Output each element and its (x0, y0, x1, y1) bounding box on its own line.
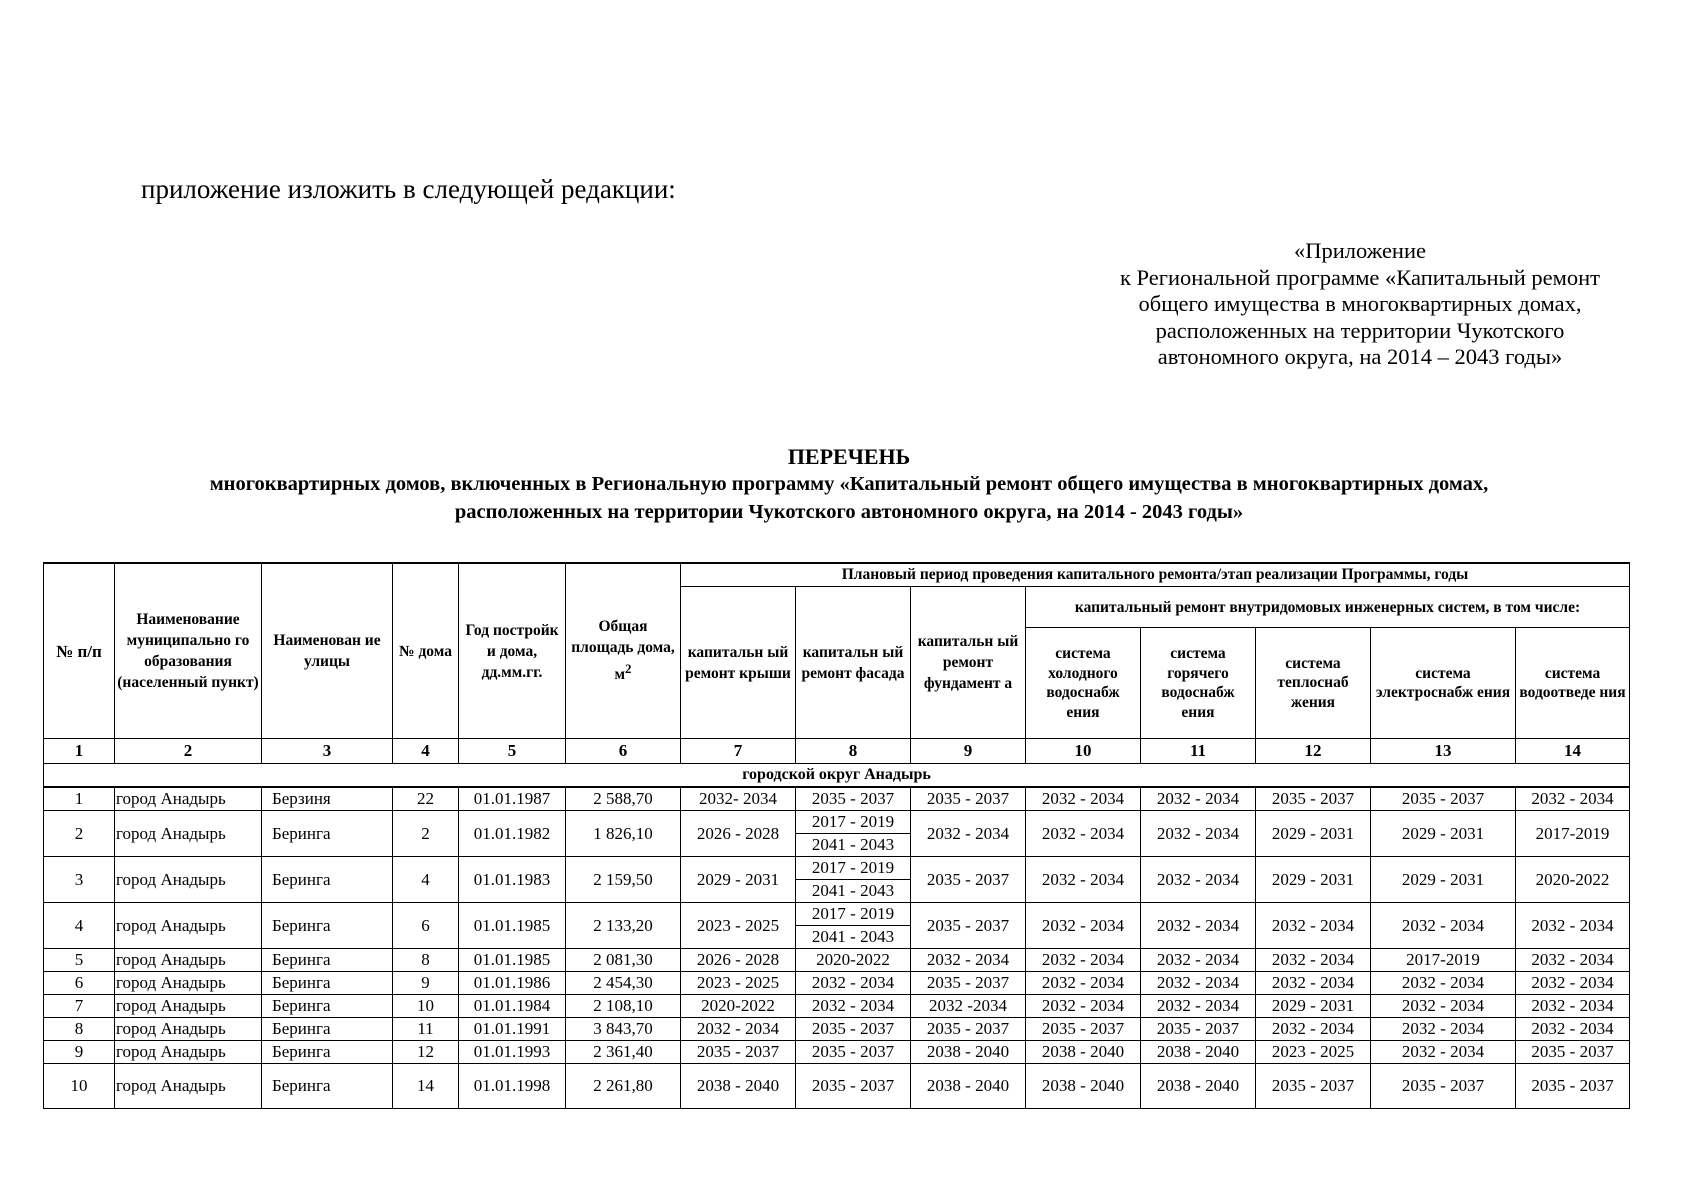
table-row (44, 972, 1630, 995)
table-cell: 2035 - 2037 (1516, 1041, 1630, 1064)
table-cell: 4 (393, 857, 459, 903)
header-municipality: Наименование муниципально го образования (населенный пункт) (115, 563, 262, 739)
header-internal-systems: капитальный ремонт внутридомовых инженерных систем, в том числе: (1026, 587, 1630, 628)
table-cell: 2038 - 2040 (911, 1064, 1026, 1109)
table-row (44, 903, 1630, 926)
table-row (44, 811, 1630, 834)
table-cell: 2032 -2034 (911, 995, 1026, 1018)
table-cell: 2032 - 2034 (1516, 903, 1630, 949)
table-cell: город Анадырь (115, 811, 262, 857)
table-cell: 3 843,70 (566, 1018, 681, 1041)
table-cell: 2017 - 2019 (796, 811, 911, 834)
table-cell: 2029 - 2031 (1256, 811, 1371, 857)
column-number: 4 (393, 739, 459, 764)
table-cell: 2035 - 2037 (1371, 787, 1516, 811)
table-cell: Берзиня (262, 787, 393, 811)
column-number: 13 (1371, 739, 1516, 764)
table-cell: город Анадырь (115, 1018, 262, 1041)
table-cell: 7 (44, 995, 115, 1018)
table-cell: 2035 - 2037 (1371, 1064, 1516, 1109)
header-house: № дома (393, 563, 459, 739)
table-row (44, 995, 1630, 1018)
table-cell: 2035 - 2037 (796, 1064, 911, 1109)
table-cell: 2038 - 2040 (1141, 1064, 1256, 1109)
column-number: 7 (681, 739, 796, 764)
table-cell: 2038 - 2040 (681, 1064, 796, 1109)
table-cell: 2035 - 2037 (911, 1018, 1026, 1041)
table-cell: 6 (393, 903, 459, 949)
table-cell: Беринга (262, 1064, 393, 1109)
table-cell: 2035 - 2037 (911, 903, 1026, 949)
header-heating: система теплоснаб жения (1256, 628, 1371, 739)
column-number: 12 (1256, 739, 1371, 764)
column-number: 11 (1141, 739, 1256, 764)
table-cell: 2032 - 2034 (1026, 972, 1141, 995)
table-cell: 2029 - 2031 (681, 857, 796, 903)
table-row (44, 1041, 1630, 1064)
table-row (44, 1064, 1630, 1109)
table-cell: 2035 - 2037 (1256, 1064, 1371, 1109)
document-subtitle-line: расположенных на территории Чукотского автономного округа, на 2014 - 2043 годы» (454, 501, 1244, 523)
table-row (44, 949, 1630, 972)
table-cell: 2023 - 2025 (1256, 1041, 1371, 1064)
column-number: 6 (566, 739, 681, 764)
table-cell: 22 (393, 787, 459, 811)
header-area-sup: 2 (625, 661, 632, 677)
table-cell: Беринга (262, 995, 393, 1018)
table-cell: 2020-2022 (1516, 857, 1630, 903)
table-cell: 2032 - 2034 (681, 1018, 796, 1041)
table-cell: 2023 - 2025 (681, 903, 796, 949)
table-cell: 2032 - 2034 (1256, 903, 1371, 949)
appendix-line: расположенных на территории Чукотского (1155, 317, 1565, 343)
table-cell: 4 (44, 903, 115, 949)
table-cell: 2035 - 2037 (681, 1041, 796, 1064)
table-cell: город Анадырь (115, 1064, 262, 1109)
table-cell: 2032 - 2034 (796, 995, 911, 1018)
header-plan-period: Плановый период проведения капитального ремонта/этап реализации Программы, годы (681, 563, 1630, 587)
table-cell: 2 361,40 (566, 1041, 681, 1064)
table-row (44, 1018, 1630, 1041)
table-cell: 2041 - 2043 (796, 880, 911, 903)
appendix-line: общего имущества в многоквартирных домах, (1138, 291, 1582, 316)
table-cell: город Анадырь (115, 787, 262, 811)
header-hot-water: система горячего водоснабж ения (1141, 628, 1256, 739)
appendix-note (1080, 238, 1640, 371)
intro-text: приложение изложить в следующей редакции: (141, 174, 676, 204)
header-roof: капитальн ый ремонт крыши (681, 587, 796, 739)
table-cell: 2032 - 2034 (1371, 972, 1516, 995)
header-electric: система электроснабж ения (1371, 628, 1516, 739)
table-cell: 10 (44, 1064, 115, 1109)
column-number: 8 (796, 739, 911, 764)
header-area (566, 563, 681, 739)
column-number: 14 (1516, 739, 1630, 764)
table-cell: 2032 - 2034 (1026, 903, 1141, 949)
table-cell: 2032 - 2034 (1371, 995, 1516, 1018)
table-cell: 2017 - 2019 (796, 857, 911, 880)
table-cell: 01.01.1993 (459, 1041, 566, 1064)
table-cell: 2035 - 2037 (1516, 1064, 1630, 1109)
table-body (44, 764, 1630, 1109)
table-cell: 2038 - 2040 (1141, 1041, 1256, 1064)
table-cell: 2 261,80 (566, 1064, 681, 1109)
table-cell: Беринга (262, 972, 393, 995)
table-cell: 11 (393, 1018, 459, 1041)
document-subtitle-line: многоквартирных домов, включенных в Региональную программу «Капитальный ремонт общего имущества в многоквартирных домах, (209, 473, 1489, 495)
table-cell: 2035 - 2037 (911, 857, 1026, 903)
table-cell: 2017-2019 (1371, 949, 1516, 972)
table-cell: 2032 - 2034 (1141, 949, 1256, 972)
table-cell: 2026 - 2028 (681, 811, 796, 857)
table-row (44, 857, 1630, 880)
table-cell: 2032 - 2034 (1026, 857, 1141, 903)
table-cell: 2032 - 2034 (1026, 949, 1141, 972)
table-cell: 9 (44, 1041, 115, 1064)
table-cell: 2032 - 2034 (1141, 811, 1256, 857)
table-cell: город Анадырь (115, 1041, 262, 1064)
table-cell: 2 (393, 811, 459, 857)
column-number: 10 (1026, 739, 1141, 764)
table-cell: 2032 - 2034 (1256, 949, 1371, 972)
table-cell: 1 826,10 (566, 811, 681, 857)
table-cell: Беринга (262, 903, 393, 949)
table-cell: 2035 - 2037 (1026, 1018, 1141, 1041)
table-cell: Беринга (262, 857, 393, 903)
table-cell: 2017-2019 (1516, 811, 1630, 857)
table-cell: 10 (393, 995, 459, 1018)
table-cell: 2035 - 2037 (1256, 787, 1371, 811)
column-number: 3 (262, 739, 393, 764)
table-cell: 9 (393, 972, 459, 995)
header-num: № п/п (44, 563, 115, 739)
table-cell: Беринга (262, 949, 393, 972)
table-cell: город Анадырь (115, 972, 262, 995)
table-cell: 2029 - 2031 (1371, 811, 1516, 857)
table-cell: 2020-2022 (681, 995, 796, 1018)
table-cell: 2035 - 2037 (796, 1018, 911, 1041)
table-cell: 01.01.1984 (459, 995, 566, 1018)
document-title: ПЕРЕЧЕНЬ (787, 444, 911, 469)
table-cell: 01.01.1982 (459, 811, 566, 857)
table-cell: 12 (393, 1041, 459, 1064)
table-cell: 5 (44, 949, 115, 972)
header-year: Год постройк и дома, дд.мм.гг. (459, 563, 566, 739)
column-number: 9 (911, 739, 1026, 764)
table-cell: 2 454,30 (566, 972, 681, 995)
table-cell: 2038 - 2040 (911, 1041, 1026, 1064)
table-cell: 2032 - 2034 (1516, 949, 1630, 972)
table-cell: 1 (44, 787, 115, 811)
table-cell: 2029 - 2031 (1256, 857, 1371, 903)
header-cold-water: система холодного водоснабж ения (1026, 628, 1141, 739)
header-street: Наименован ие улицы (262, 563, 393, 739)
table-cell: 2 081,30 (566, 949, 681, 972)
header-foundation: капитальн ый ремонт фундамент а (911, 587, 1026, 739)
appendix-line: к Региональной программе «Капитальный ремонт (1120, 264, 1600, 290)
table-cell: город Анадырь (115, 903, 262, 949)
table-cell: 2032 - 2034 (1141, 903, 1256, 949)
table-cell: 2023 - 2025 (681, 972, 796, 995)
table-cell: 2020-2022 (796, 949, 911, 972)
table-cell: 01.01.1998 (459, 1064, 566, 1109)
column-number: 1 (44, 739, 115, 764)
document-title-block (0, 443, 1698, 526)
table-cell: 2032 - 2034 (1026, 787, 1141, 811)
table-cell: 2032 - 2034 (1141, 787, 1256, 811)
header-sewer: система водоотведе ния (1516, 628, 1630, 739)
header-facade: капитальн ый ремонт фасада (796, 587, 911, 739)
appendix-line: автономного округа, на 2014 – 2043 годы» (1157, 344, 1563, 369)
table-cell: 2035 - 2037 (911, 972, 1026, 995)
table-cell: 2032 - 2034 (1516, 787, 1630, 811)
column-number-row (44, 739, 1630, 764)
appendix-line: «Приложение (1293, 238, 1426, 263)
table-cell: 2032 - 2034 (1516, 972, 1630, 995)
table-cell: 2032 - 2034 (1141, 995, 1256, 1018)
table-cell: Беринга (262, 1018, 393, 1041)
table-cell: 2032 - 2034 (1256, 972, 1371, 995)
table-header (44, 563, 1630, 764)
header-area-label: Общая площадь дома, м (571, 618, 675, 684)
housing-list-table (43, 562, 1630, 1109)
table-cell: город Анадырь (115, 857, 262, 903)
table-cell: город Анадырь (115, 949, 262, 972)
table-cell: 3 (44, 857, 115, 903)
table-cell: 2026 - 2028 (681, 949, 796, 972)
table-cell: 6 (44, 972, 115, 995)
table-cell: 2032 - 2034 (1026, 995, 1141, 1018)
table-cell: 2035 - 2037 (796, 787, 911, 811)
table-cell: 2032 - 2034 (1141, 857, 1256, 903)
table-cell: 01.01.1991 (459, 1018, 566, 1041)
table-cell: 2032 - 2034 (911, 949, 1026, 972)
table-cell: 2029 - 2031 (1371, 857, 1516, 903)
table-cell: 2035 - 2037 (796, 1041, 911, 1064)
table-cell: 2038 - 2040 (1026, 1041, 1141, 1064)
table-row (44, 787, 1630, 811)
table-cell: 2029 - 2031 (1256, 995, 1371, 1018)
table-cell: 2 588,70 (566, 787, 681, 811)
table-cell: 2 159,50 (566, 857, 681, 903)
table-cell: 2032 - 2034 (1371, 1041, 1516, 1064)
table-cell: 2017 - 2019 (796, 903, 911, 926)
table-cell: город Анадырь (115, 995, 262, 1018)
table-cell: 2038 - 2040 (1026, 1064, 1141, 1109)
table-cell: 2 (44, 811, 115, 857)
table-cell: Беринга (262, 1041, 393, 1064)
table-cell: 2 133,20 (566, 903, 681, 949)
table-cell: 14 (393, 1064, 459, 1109)
table-cell: 01.01.1986 (459, 972, 566, 995)
table-cell: 2035 - 2037 (1141, 1018, 1256, 1041)
table-cell: 2032 - 2034 (1371, 903, 1516, 949)
table-cell: 2032 - 2034 (1371, 1018, 1516, 1041)
table-cell: 01.01.1985 (459, 949, 566, 972)
table-cell: 2032 - 2034 (1256, 1018, 1371, 1041)
table-cell: 2 108,10 (566, 995, 681, 1018)
table-cell: 01.01.1983 (459, 857, 566, 903)
table-cell: 2035 - 2037 (911, 787, 1026, 811)
table-cell: 2032 - 2034 (911, 811, 1026, 857)
table-cell: 2032- 2034 (681, 787, 796, 811)
table-cell: Беринга (262, 811, 393, 857)
table-cell: 01.01.1985 (459, 903, 566, 949)
column-number: 5 (459, 739, 566, 764)
table-cell: 2032 - 2034 (796, 972, 911, 995)
table-cell: 2041 - 2043 (796, 926, 911, 949)
group-label: городской округ Анадырь (44, 764, 1630, 788)
table-cell: 01.01.1987 (459, 787, 566, 811)
table-cell: 2041 - 2043 (796, 834, 911, 857)
group-row (44, 764, 1630, 788)
table-cell: 2032 - 2034 (1026, 811, 1141, 857)
table-cell: 8 (393, 949, 459, 972)
table-cell: 2032 - 2034 (1516, 1018, 1630, 1041)
table-cell: 2032 - 2034 (1516, 995, 1630, 1018)
table-cell: 2032 - 2034 (1141, 972, 1256, 995)
table-cell: 8 (44, 1018, 115, 1041)
column-number: 2 (115, 739, 262, 764)
